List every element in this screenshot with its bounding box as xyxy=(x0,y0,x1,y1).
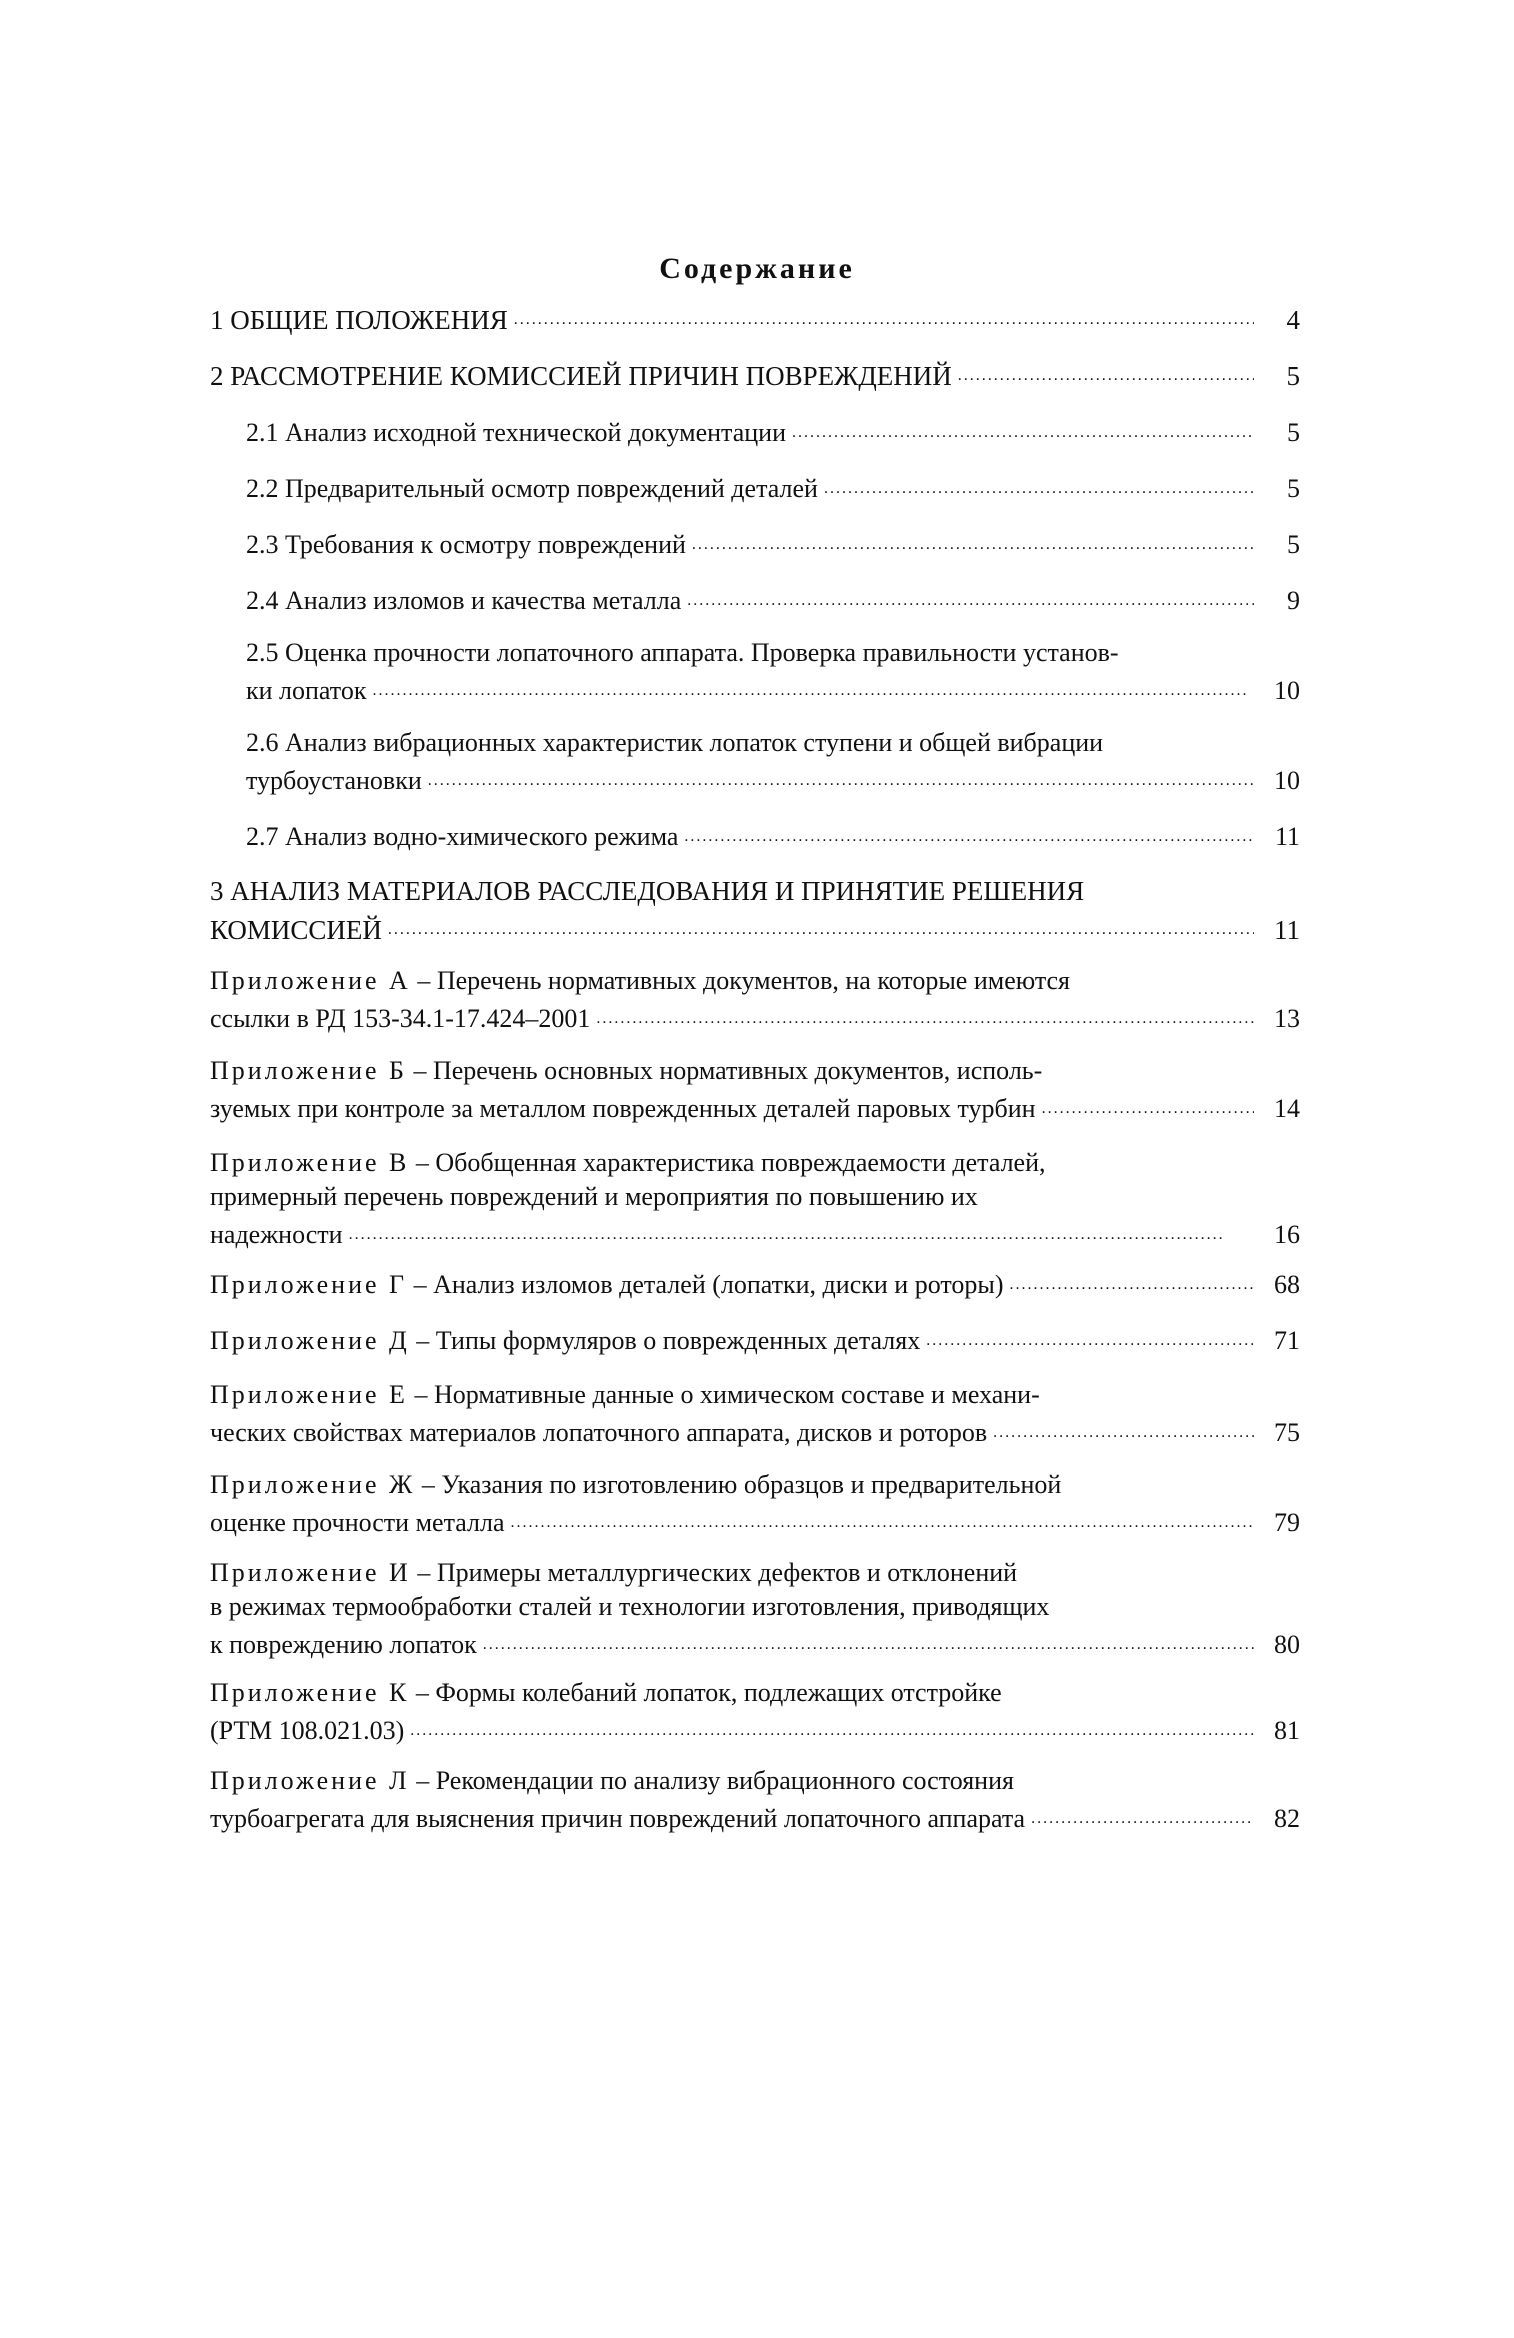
toc-entry[interactable] xyxy=(246,816,1300,854)
appendix-entry-a[interactable] xyxy=(210,964,1300,1036)
toc-entry-text-line: 2.6 Анализ вибрационных характеристик лопаток ступени и общей вибрации xyxy=(246,728,1104,757)
appendix-entry-v[interactable] xyxy=(210,1146,1300,1252)
toc-title: Содержание xyxy=(659,252,855,285)
toc-entry-text-line: 2.5 Оценка прочности лопаточного аппарата. Проверка правильности установ- xyxy=(246,638,1119,667)
appendix-label: Приложение Д xyxy=(210,1326,410,1355)
toc-entry-text: 2.1 Анализ исходной технической документации xyxy=(246,418,786,447)
leader-dots xyxy=(372,670,1254,708)
appendix-title: – Перечень нормативных документов, на которые имеются xyxy=(410,966,1070,995)
appendix-entry-b[interactable] xyxy=(210,1054,1300,1126)
appendix-title: – Примеры металлургических дефектов и отклонений xyxy=(410,1558,1018,1587)
toc-page-number: 81 xyxy=(1274,1716,1300,1745)
appendix-label: Приложение К xyxy=(210,1678,410,1707)
appendix-title: – Анализ изломов деталей (лопатки, диски и роторы) xyxy=(407,1270,1004,1299)
appendix-title-cont: (РТМ 108.021.03) xyxy=(210,1716,405,1745)
appendix-title-cont: зуемых при контроле за металлом поврежденных деталей паровых турбин xyxy=(210,1094,1036,1123)
toc-entry[interactable] xyxy=(246,636,1300,708)
appendix-title: – Формы колебаний лопаток, подлежащих отстройке xyxy=(409,1678,1002,1707)
leader-dots xyxy=(1031,1798,1254,1836)
toc-entry-text: 2 РАССМОТРЕНИЕ КОМИССИЕЙ ПРИЧИН ПОВРЕЖДЕНИЙ xyxy=(210,361,952,391)
leader-dots xyxy=(349,1214,1254,1252)
toc-entry[interactable] xyxy=(210,874,1300,947)
toc-entry[interactable] xyxy=(246,412,1300,450)
appendix-label: Приложение Г xyxy=(210,1270,408,1299)
toc-entry[interactable] xyxy=(246,524,1300,562)
toc-entry-text: 2.2 Предварительный осмотр повреждений деталей xyxy=(246,474,818,503)
toc-page-number: 5 xyxy=(1286,361,1300,391)
appendix-entry-i[interactable] xyxy=(210,1556,1300,1662)
leader-dots xyxy=(514,298,1254,337)
appendix-title-cont: оценке прочности металла xyxy=(210,1508,505,1537)
appendix-title-cont: к повреждению лопаток xyxy=(210,1630,477,1659)
toc-page-number: 9 xyxy=(1287,586,1300,615)
leader-dots xyxy=(388,908,1254,947)
toc-page-number: 68 xyxy=(1274,1270,1300,1299)
toc-entry[interactable] xyxy=(210,298,1300,337)
leader-dots xyxy=(926,1320,1254,1358)
leader-dots xyxy=(428,760,1254,798)
toc-page-number: 10 xyxy=(1274,766,1300,795)
leader-dots xyxy=(824,468,1254,506)
appendix-label: Приложение Б xyxy=(210,1056,407,1085)
toc-entry-text: ки лопаток xyxy=(246,676,367,705)
appendix-entry-d[interactable] xyxy=(210,1320,1300,1358)
toc-page-number: 10 xyxy=(1274,676,1300,705)
appendix-label: Приложение А xyxy=(210,966,411,995)
leader-dots xyxy=(687,580,1254,618)
leader-dots xyxy=(1010,1264,1254,1302)
leader-dots xyxy=(410,1710,1254,1748)
toc-page-number: 11 xyxy=(1274,822,1300,851)
leader-dots xyxy=(596,998,1254,1036)
appendix-title: – Перечень основных нормативных документов, исполь- xyxy=(406,1056,1043,1085)
toc-entry-text: турбоустановки xyxy=(246,766,422,795)
appendix-title-cont: турбоагрегата для выяснения причин повреждений лопаточного аппарата xyxy=(210,1804,1026,1833)
toc-entry-text: 1 ОБЩИЕ ПОЛОЖЕНИЯ xyxy=(210,305,508,335)
leader-dots xyxy=(792,412,1254,450)
appendix-label: Приложение В xyxy=(210,1148,410,1177)
appendix-title-cont: в режимах термообработки сталей и технологии изготовления, приводящих xyxy=(210,1592,1050,1621)
appendix-entry-zh[interactable] xyxy=(210,1468,1300,1540)
appendix-title: – Указания по изготовлению образцов и предварительной xyxy=(415,1470,1062,1499)
toc-entry[interactable] xyxy=(246,726,1300,798)
leader-dots xyxy=(692,524,1254,562)
toc-entry-text: 2.3 Требования к осмотру повреждений xyxy=(246,530,686,559)
appendix-title-cont: примерный перечень повреждений и мероприятия по повышению их xyxy=(210,1182,978,1211)
toc-page-number: 79 xyxy=(1274,1508,1300,1537)
toc-page-number: 5 xyxy=(1287,474,1300,503)
toc-entry-text: 2.4 Анализ изломов и качества металла xyxy=(246,586,682,615)
appendix-label: Приложение Е xyxy=(210,1380,408,1409)
toc-entry-text: 2.7 Анализ водно-химического режима xyxy=(246,822,679,851)
toc-page-number: 80 xyxy=(1274,1630,1300,1659)
toc-entry[interactable] xyxy=(210,354,1300,393)
appendix-title: – Рекомендации по анализу вибрационного состояния xyxy=(409,1766,1014,1795)
toc-entry-text-line: 3 АНАЛИЗ МАТЕРИАЛОВ РАССЛЕДОВАНИЯ И ПРИНЯТИЕ РЕШЕНИЯ xyxy=(210,876,1085,906)
toc-page-number: 16 xyxy=(1274,1220,1300,1249)
appendix-title-cont: ссылки в РД 153-34.1-17.424–2001 xyxy=(210,1004,591,1033)
toc-page-number: 5 xyxy=(1287,418,1300,447)
appendix-entry-e[interactable] xyxy=(210,1378,1300,1450)
leader-dots xyxy=(1042,1088,1254,1126)
toc-page-number: 13 xyxy=(1274,1004,1300,1033)
appendix-title: – Типы формуляров о поврежденных деталях xyxy=(409,1326,921,1355)
leader-dots xyxy=(993,1412,1254,1450)
toc-page-number: 11 xyxy=(1274,915,1300,945)
toc-entry[interactable] xyxy=(246,580,1300,618)
leader-dots xyxy=(483,1624,1254,1662)
toc-page-number: 71 xyxy=(1274,1326,1300,1355)
appendix-label: Приложение Ж xyxy=(210,1470,416,1499)
appendix-entry-l[interactable] xyxy=(210,1764,1300,1836)
appendix-title-cont: ческих свойствах материалов лопаточного аппарата, дисков и роторов xyxy=(210,1418,988,1447)
leader-dots xyxy=(958,354,1254,393)
appendix-title-cont: надежности xyxy=(210,1220,343,1249)
toc-page-number: 82 xyxy=(1274,1804,1300,1833)
toc-page-number: 4 xyxy=(1286,305,1300,335)
leader-dots xyxy=(684,816,1254,854)
toc-page-number: 75 xyxy=(1274,1418,1300,1447)
appendix-title: – Обобщенная характеристика повреждаемости деталей, xyxy=(409,1148,1046,1177)
appendix-entry-g[interactable] xyxy=(210,1264,1300,1302)
appendix-label: Приложение И xyxy=(210,1558,411,1587)
toc-page-number: 14 xyxy=(1274,1094,1300,1123)
appendix-entry-k[interactable] xyxy=(210,1676,1300,1748)
toc-page-number: 5 xyxy=(1287,530,1300,559)
toc-entry-text: КОМИССИЕЙ xyxy=(210,915,382,945)
toc-entry[interactable] xyxy=(246,468,1300,506)
appendix-label: Приложение Л xyxy=(210,1766,410,1795)
appendix-title: – Нормативные данные о химическом составе и механи- xyxy=(407,1380,1040,1409)
leader-dots xyxy=(511,1502,1254,1540)
